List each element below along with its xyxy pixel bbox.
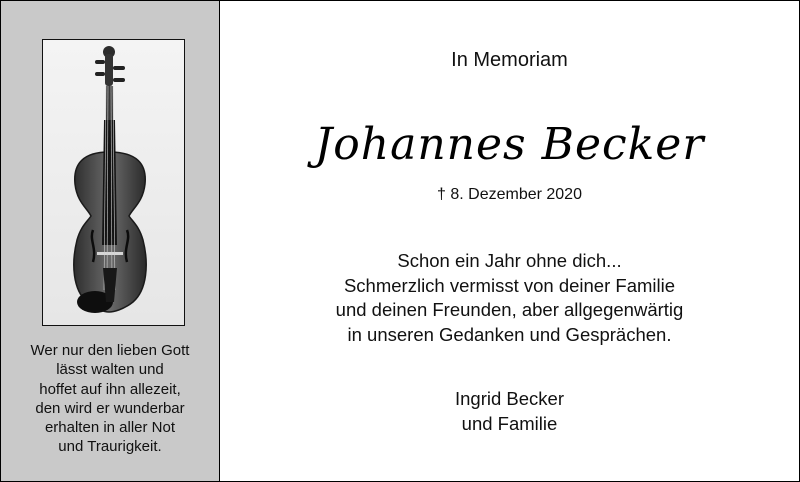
signature (220, 387, 799, 436)
memorial-message (220, 249, 799, 347)
death-date: † 8. Dezember 2020 (437, 186, 582, 203)
message-line: Schon ein Jahr ohne dich... (397, 250, 622, 271)
verse-line: den wird er wunderbar (35, 399, 185, 417)
violin-photo (42, 39, 185, 326)
signature-line: Ingrid Becker (455, 388, 564, 409)
message-line: Schmerzlich vermisst von deiner Familie (343, 274, 676, 296)
deceased-name: Johannes Becker (314, 119, 705, 170)
main-panel (220, 1, 799, 481)
sidebar-panel (1, 1, 220, 481)
message-line: und deinen Freunden, aber allgegenwärtig (335, 299, 684, 320)
verse-line: hoffet auf ihn allezeit, (39, 380, 181, 398)
verse-line: lässt walten und (56, 361, 164, 379)
signature-line: und Familie (461, 412, 558, 434)
verse-text (1, 341, 219, 457)
verse-line: Wer nur den lieben Gott (30, 342, 190, 359)
message-line: in unseren Gedanken und Gesprächen. (347, 323, 672, 345)
memoriam-heading: In Memoriam (451, 49, 568, 71)
verse-line: erhalten in aller Not (44, 419, 176, 437)
violin-icon (43, 40, 184, 325)
verse-line: und Traurigkeit. (58, 438, 162, 456)
